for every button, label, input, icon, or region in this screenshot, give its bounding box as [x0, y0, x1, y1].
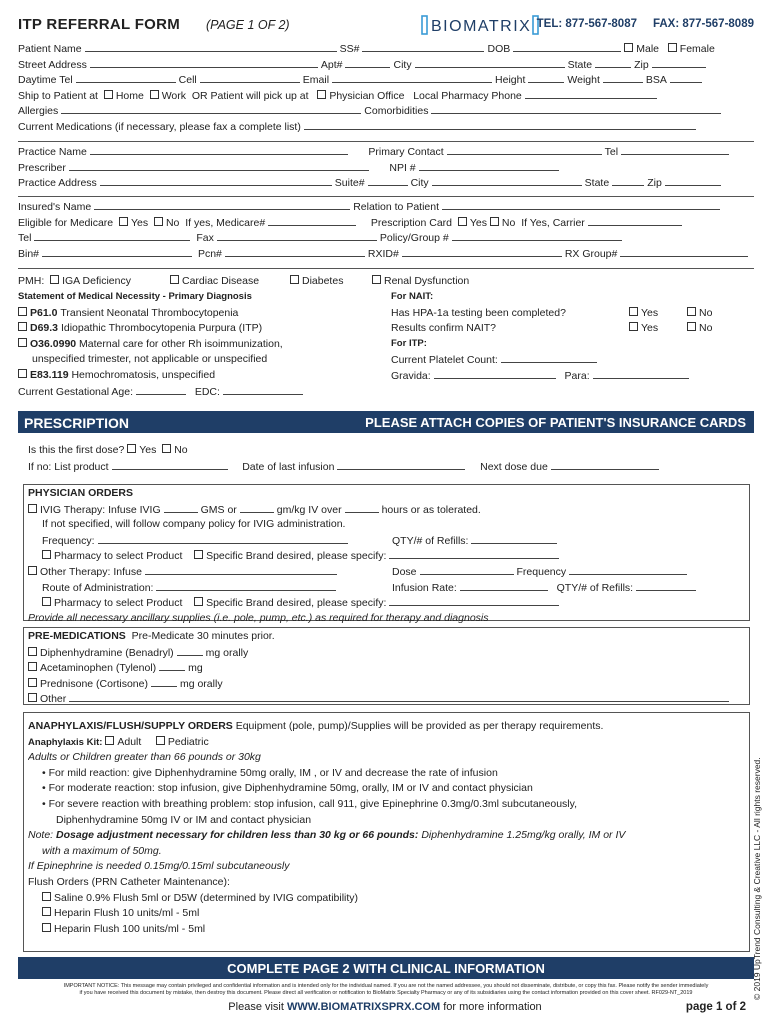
dx2-code: D69.3 — [30, 322, 59, 335]
gravida-field[interactable] — [434, 369, 556, 379]
heparin-10-checkbox[interactable] — [42, 907, 51, 916]
infusion-rate-field[interactable] — [460, 581, 548, 591]
first-dose-section — [28, 444, 750, 475]
notice-line-1: IMPORTANT NOTICE: This message may contain privileged and confidential information and is intended only for the individual named. If you are not the named addressee, you should not disseminate, distribute, or copy this fax. Please notify the sender immediately — [63, 983, 709, 989]
dx4-code: E83.119 — [30, 368, 69, 381]
label-gestational-age: Current Gestational Age: — [18, 385, 133, 398]
label-rxid: RXID# — [367, 247, 399, 260]
dx4-desc: Hemochromatosis, unspecified — [71, 368, 216, 381]
label-weight: Weight — [567, 74, 600, 87]
label-city: City — [393, 58, 412, 71]
rx-card-no-checkbox[interactable] — [490, 217, 499, 226]
prescription-title: PRESCRIPTION — [24, 415, 130, 431]
biomatrix-logo — [421, 14, 539, 36]
note-text: Diphenhydramine 1.25mg/kg orally, IM or IV — [421, 829, 626, 842]
label-carrier: If Yes, Carrier — [521, 216, 585, 229]
dob-field[interactable] — [513, 42, 621, 52]
label-pharmacy-select: Pharmacy to select Product — [54, 550, 183, 563]
other-premed-checkbox[interactable] — [28, 693, 37, 702]
label-note: Note: — [28, 829, 54, 842]
label-policy-group: Policy/Group # — [379, 232, 449, 245]
cardiac-checkbox[interactable] — [170, 275, 179, 284]
brand-2-field[interactable] — [389, 596, 559, 606]
ivig-checkbox[interactable] — [28, 504, 37, 513]
qty-refills-field[interactable] — [471, 534, 557, 544]
work-checkbox[interactable] — [150, 90, 159, 99]
nait-no-checkbox[interactable] — [687, 322, 696, 331]
zip-field[interactable] — [652, 58, 706, 68]
brand-2-checkbox[interactable] — [194, 597, 203, 606]
dx3-desc-cont: unspecified trimester, not applicable or unspecified — [32, 353, 268, 366]
allergies-field[interactable] — [61, 104, 361, 114]
daytime-tel-field[interactable] — [76, 73, 176, 83]
patient-name-field[interactable] — [85, 42, 337, 52]
label-practice-city: City — [410, 177, 429, 190]
visit-post: for more information — [443, 1001, 542, 1013]
relation-field[interactable] — [442, 200, 720, 210]
rx-card-yes-checkbox[interactable] — [458, 217, 467, 226]
label-eligible-medicare: Eligible for Medicare — [18, 216, 114, 229]
label-physician-office: Physician Office — [329, 89, 405, 102]
label-patient-name: Patient Name — [18, 43, 82, 55]
severe-reaction-text: For severe reaction with breathing problem: stop infusion, call 911, give Epinephrine 0.3mg/0.3ml subcutaneously, — [48, 797, 577, 810]
dx3-checkbox[interactable] — [18, 338, 27, 347]
label-acetaminophen: Acetaminophen (Tylenol) — [40, 662, 157, 675]
ss-field[interactable] — [362, 42, 484, 52]
logo-text: BIOMATRIX — [431, 18, 532, 35]
insurance-cards-note: PLEASE ATTACH COPIES OF PATIENT'S INSURANCE CARDS — [365, 415, 746, 430]
frequency-field[interactable] — [98, 534, 348, 544]
visit-pre: Please visit — [228, 1001, 284, 1013]
npi-field[interactable] — [419, 161, 559, 171]
city-field[interactable] — [415, 58, 565, 68]
label-platelet-count: Current Platelet Count: — [391, 354, 498, 367]
ivig-gms-field[interactable] — [164, 503, 198, 513]
prescriber-field[interactable] — [69, 161, 369, 171]
state-field[interactable] — [595, 58, 631, 68]
bsa-field[interactable] — [670, 73, 702, 83]
primary-contact-field[interactable] — [447, 145, 602, 155]
note-text-cont: with a maximum of 50mg. — [42, 844, 162, 857]
page-number: page 1 of 2 — [685, 1001, 746, 1013]
complete-page2-text: COMPLETE PAGE 2 WITH CLINICAL INFORMATION — [227, 961, 545, 976]
other-frequency-field[interactable] — [569, 565, 687, 575]
pharmacy-select-2-checkbox[interactable] — [42, 597, 51, 606]
label-diabetes: Diabetes — [302, 275, 344, 287]
suite-field[interactable] — [368, 176, 408, 186]
label-mg-orally: mg orally — [179, 677, 223, 690]
premedications-desc: Pre-Medicate 30 minutes prior. — [131, 630, 275, 642]
header-contact — [537, 18, 754, 30]
apt-field[interactable] — [345, 58, 390, 68]
label-height: Height — [495, 74, 526, 87]
label-iga: IGA Deficiency — [62, 275, 131, 287]
gestational-age-field[interactable] — [136, 385, 186, 395]
rx-group-field[interactable] — [620, 247, 748, 257]
divider — [18, 141, 754, 142]
label-bsa: BSA — [645, 74, 667, 87]
first-dose-yes-checkbox[interactable] — [127, 444, 136, 453]
label-practice-name: Practice Name — [18, 146, 87, 158]
rxid-field[interactable] — [402, 247, 562, 257]
nait-yes-checkbox[interactable] — [629, 322, 638, 331]
label-no: No — [501, 216, 516, 229]
prednisone-checkbox[interactable] — [28, 678, 37, 687]
label-no: No — [174, 444, 188, 456]
header-fax: FAX: 877-567-8089 — [652, 18, 754, 30]
label-cell: Cell — [178, 74, 197, 87]
label-brand-2: Specific Brand desired, please specify: — [206, 597, 387, 610]
footer-visit — [0, 1001, 770, 1013]
label-anaphylaxis-kit: Anaphylaxis Kit: — [28, 736, 103, 748]
label-female: Female — [679, 43, 715, 55]
insurance-fax-field[interactable] — [217, 231, 377, 241]
itp-title: For ITP: — [391, 337, 427, 349]
local-pharmacy-field[interactable] — [525, 89, 657, 99]
label-dose: Dose — [392, 565, 417, 578]
prednisone-field[interactable] — [151, 677, 177, 687]
dose-field[interactable] — [420, 565, 514, 575]
label-pick-up: OR Patient will pick up at — [191, 89, 309, 102]
medical-necessity-title: Statement of Medical Necessity - Primary Diagnosis — [18, 291, 252, 302]
dx4-checkbox[interactable] — [18, 369, 27, 378]
notice-line-2: if you have received this document by mistake, then destroy this document. Please direct all verification or notification to BioMatrix Specialty Pharmacy or any of its subsidiaries using the contact information provided on this cover sheet. RF029-NT_2019 — [79, 990, 693, 996]
premedications-section — [28, 630, 746, 708]
dx3-code: O36.0990 — [30, 337, 77, 350]
divider — [18, 196, 754, 197]
street-field[interactable] — [90, 58, 318, 68]
anaphylaxis-desc: Equipment (pole, pump)/Supplies will be provided as per therapy requirements. — [235, 720, 604, 732]
pmh-section — [18, 275, 754, 401]
renal-checkbox[interactable] — [372, 275, 381, 284]
ivig-gmkg-field[interactable] — [240, 503, 274, 513]
label-mg-orally: mg orally — [205, 646, 249, 659]
label-confirm-nait: Results confirm NAIT? — [391, 322, 497, 335]
dx2-desc: Idiopathic Thrombocytopenia Purpura (ITP) — [60, 322, 263, 335]
label-edc: EDC: — [194, 385, 220, 398]
label-yes: Yes — [641, 322, 659, 335]
last-infusion-field[interactable] — [337, 460, 465, 470]
insurance-tel-field[interactable] — [34, 231, 190, 241]
mild-reaction-text: For mild reaction: give Diphenhydramine 50mg orally, IM , or IV and decrease the rate of infusion — [48, 766, 498, 779]
label-other-premed: Other — [40, 693, 67, 706]
label-ivig-therapy: IVIG Therapy: Infuse IVIG — [40, 503, 161, 516]
para-field[interactable] — [593, 369, 689, 379]
label-npi: NPI # — [389, 161, 416, 174]
nait-title: For NAIT: — [391, 291, 434, 302]
email-field[interactable] — [332, 73, 492, 83]
cell-field[interactable] — [200, 73, 300, 83]
practice-state-field[interactable] — [612, 176, 644, 186]
label-mg: mg — [188, 662, 203, 675]
label-home: Home — [115, 89, 144, 102]
label-daytime-tel: Daytime Tel — [18, 74, 73, 87]
bin-field[interactable] — [42, 247, 192, 257]
label-apt: Apt# — [320, 58, 343, 71]
acetaminophen-checkbox[interactable] — [28, 662, 37, 671]
home-checkbox[interactable] — [104, 90, 113, 99]
practice-name-field[interactable] — [90, 145, 348, 155]
dx1-checkbox[interactable] — [18, 307, 27, 316]
severe-reaction-text-cont: Diphenhydramine 50mg IV or IM and contact physician — [56, 813, 312, 826]
moderate-reaction-text: For moderate reaction: stop infusion, give Diphenhydramine 50mg, orally, IM or IV and contact physician — [48, 782, 533, 795]
label-insured-name: Insured's Name — [18, 201, 92, 213]
label-pediatric: Pediatric — [167, 735, 209, 748]
carrier-field[interactable] — [588, 216, 682, 226]
label-other-therapy: Other Therapy: Infuse — [40, 565, 142, 578]
label-practice-tel: Tel — [604, 146, 619, 158]
label-local-pharmacy: Local Pharmacy Phone — [413, 89, 522, 102]
label-diphenhydramine: Diphenhydramine (Benadryl) — [40, 646, 174, 659]
label-insurance-tel: Tel — [18, 232, 32, 245]
label-qty-refills: QTY/# of Refills: — [392, 534, 469, 547]
label-heparin-100: Heparin Flush 100 units/ml - 5ml — [54, 922, 206, 935]
medicare-number-field[interactable] — [268, 216, 356, 226]
epinephrine-note: If Epinephrine is needed 0.15mg/0.15ml subcutaneously — [28, 860, 290, 873]
label-male: Male — [636, 43, 660, 55]
label-practice-state: State — [584, 177, 610, 190]
medicare-no-checkbox[interactable] — [154, 217, 163, 226]
physician-office-checkbox[interactable] — [317, 90, 326, 99]
label-saline: Saline 0.9% Flush 5ml or D5W (determined by IVIG compatibility) — [54, 891, 359, 904]
label-pmh: PMH: — [18, 275, 45, 287]
label-last-infusion: Date of last infusion — [242, 460, 335, 473]
prescription-bar — [18, 411, 754, 433]
acetaminophen-field[interactable] — [159, 661, 185, 671]
practice-city-field[interactable] — [432, 176, 582, 186]
label-ship-to: Ship to Patient at — [18, 89, 98, 102]
label-prescriber: Prescriber — [18, 161, 66, 174]
insured-name-field[interactable] — [94, 200, 350, 210]
label-heparin-10: Heparin Flush 10 units/ml - 5ml — [54, 907, 200, 920]
ivig-hours-field[interactable] — [345, 503, 379, 513]
edc-field[interactable] — [223, 385, 303, 395]
label-other-frequency: Frequency — [516, 565, 567, 578]
label-pharmacy-select-2: Pharmacy to select Product — [54, 597, 183, 610]
policy-group-field[interactable] — [452, 231, 622, 241]
brand-field[interactable] — [389, 549, 559, 559]
female-checkbox[interactable] — [668, 43, 677, 52]
physician-orders-section — [28, 487, 746, 627]
label-no: No — [165, 216, 180, 229]
hpa-no-checkbox[interactable] — [687, 307, 696, 316]
pharmacy-select-checkbox[interactable] — [42, 550, 51, 559]
qty-refills-2-field[interactable] — [636, 581, 696, 591]
label-zip: Zip — [634, 58, 649, 71]
other-therapy-field[interactable] — [145, 565, 337, 575]
label-hours: hours or as tolerated. — [381, 503, 481, 516]
height-field[interactable] — [528, 73, 564, 83]
practice-tel-field[interactable] — [621, 145, 729, 155]
premedications-title: PRE-MEDICATIONS — [28, 630, 126, 642]
label-next-dose: Next dose due — [480, 460, 548, 473]
note-bold: Dosage adjustment necessary for children less than 30 kg or 66 pounds: — [56, 829, 419, 842]
practice-section — [18, 145, 754, 192]
label-rx-group: RX Group# — [564, 247, 618, 260]
saline-checkbox[interactable] — [42, 892, 51, 901]
list-product-field[interactable] — [112, 460, 228, 470]
other-premed-field[interactable] — [69, 692, 729, 702]
insurance-section — [18, 200, 754, 262]
physician-orders-title: PHYSICIAN ORDERS — [28, 487, 134, 499]
label-state: State — [567, 58, 593, 71]
diabetes-checkbox[interactable] — [290, 275, 299, 284]
label-first-dose: Is this the first dose? — [28, 444, 125, 456]
medicare-yes-checkbox[interactable] — [119, 217, 128, 226]
label-brand: Specific Brand desired, please specify: — [206, 550, 387, 563]
header-tel: TEL: 877-567-8087 — [536, 18, 637, 30]
kit-pediatric-checkbox[interactable] — [156, 736, 165, 745]
label-comorbidities: Comorbidities — [364, 105, 429, 118]
label-allergies: Allergies — [18, 105, 59, 118]
anaphylaxis-title: ANAPHYLAXIS/FLUSH/SUPPLY ORDERS — [28, 720, 233, 732]
heparin-100-checkbox[interactable] — [42, 923, 51, 932]
label-gravida: Gravida: — [391, 369, 431, 382]
label-street: Street Address — [18, 58, 87, 71]
form-header — [18, 14, 754, 38]
label-prednisone: Prednisone (Cortisone) — [40, 677, 148, 690]
label-para: Para: — [564, 369, 590, 382]
label-no: No — [699, 306, 713, 319]
flush-orders-title: Flush Orders (PRN Catheter Maintenance): — [28, 875, 230, 888]
adults-heading: Adults or Children greater than 66 pounds or 30kg — [28, 751, 261, 764]
practice-zip-field[interactable] — [665, 176, 721, 186]
label-yes: Yes — [641, 306, 659, 319]
label-yes: Yes — [139, 444, 157, 456]
diphenhydramine-checkbox[interactable] — [28, 647, 37, 656]
label-cardiac: Cardiac Disease — [182, 275, 260, 287]
page-indicator: (PAGE 1 OF 2) — [206, 18, 290, 32]
website-link[interactable]: WWW.BIOMATRIXSPRX.COM — [287, 1001, 441, 1013]
male-checkbox[interactable] — [624, 43, 633, 52]
label-list-product: If no: List product — [28, 460, 109, 473]
label-practice-address: Practice Address — [18, 177, 97, 190]
dx1-desc: Transient Neonatal Thrombocytopenia — [60, 306, 239, 319]
ivig-policy-note: If not specified, will follow company policy for IVIG administration. — [42, 518, 346, 531]
copyright-text: © 2019 UpTrend Consulting & Creative LLC - All rights reserved. — [752, 757, 762, 1000]
dx3-desc: Maternal care for other Rh isoimmunization, — [79, 337, 283, 350]
label-ss: SS# — [339, 43, 360, 55]
label-practice-zip: Zip — [647, 177, 662, 190]
diphenhydramine-field[interactable] — [177, 646, 203, 656]
kit-adult-checkbox[interactable] — [105, 736, 114, 745]
form-title: ITP REFERRAL FORM — [18, 16, 181, 33]
patient-section — [18, 42, 754, 136]
label-dob: DOB — [487, 43, 511, 55]
label-current-medications: Current Medications (if necessary, please fax a complete list) — [18, 120, 301, 133]
current-medications-field[interactable] — [304, 120, 696, 130]
pcn-field[interactable] — [225, 247, 365, 257]
label-adult: Adult — [117, 735, 142, 748]
route-field[interactable] — [156, 581, 336, 591]
label-route: Route of Administration: — [42, 581, 154, 594]
label-yes: Yes — [130, 216, 149, 229]
label-suite: Suite# — [334, 177, 365, 190]
label-gmkg: gm/kg IV over — [276, 503, 342, 516]
label-relation: Relation to Patient — [353, 201, 440, 213]
anaphylaxis-section: ANAPHYLAXIS/FLUSH/SUPPLY ORDERS Equipment (pole, pump)/Supplies will be provided as per therapy requirements. Anaphylaxis Kit: Adult Pediatric Adults or Children greater than 66 pounds or 30kg • For mild reaction: give Diphenhydramine 50mg orally, IM , or IV and decrease the rate of infusion • For moderate reaction: stop infusion, give Diphenhydramine 50mg, orally, IM or IV and contact physician • For severe reaction with breathing problem: stop infusion, call 911, give Epinephrine 0.3mg/0.3ml subcutaneously, Diphenhydramine 50mg IV or IM and contact physician Note: Dosage adjustment necessary for children less than 30 kg or 66 pounds: Diphenhydramine 1.25mg/kg orally, IM or IV with a maximum of 50mg. If Epinephrine is needed 0.15mg/0.15ml subcutaneously Flush Orders (PRN Catheter Maintenance): Saline 0.9% Flush 5ml or D5W (determined by IVIG compatibility) Heparin Flush 10 units/ml - 5ml Heparin Flush 100 units/ml - 5ml — [28, 720, 746, 938]
hpa-yes-checkbox[interactable] — [629, 307, 638, 316]
platelet-count-field[interactable] — [501, 353, 597, 363]
label-pcn: Pcn# — [197, 247, 222, 260]
other-therapy-checkbox[interactable] — [28, 566, 37, 575]
dx2-checkbox[interactable] — [18, 322, 27, 331]
next-dose-field[interactable] — [551, 460, 659, 470]
label-hpa: Has HPA-1a testing been completed? — [391, 306, 566, 319]
comorbidities-field[interactable] — [431, 104, 721, 114]
iga-checkbox[interactable] — [50, 275, 59, 284]
weight-field[interactable] — [603, 73, 643, 83]
first-dose-no-checkbox[interactable] — [162, 444, 171, 453]
label-renal: Renal Dysfunction — [384, 275, 470, 287]
label-infusion-rate: Infusion Rate: — [392, 581, 457, 594]
label-insurance-fax: Fax — [196, 232, 214, 245]
label-bin: Bin# — [18, 247, 40, 260]
label-primary-contact: Primary Contact — [368, 146, 444, 158]
ancillary-supplies-note: Provide all necessary ancillary supplies (i.e. pole, pump, etc.) as required for therapy and diagnosis — [28, 611, 489, 624]
label-work: Work — [161, 89, 186, 102]
label-qty-refills-2: QTY/# of Refills: — [556, 581, 634, 594]
dx1-code: P61.0 — [30, 306, 58, 319]
label-medicare-number: If yes, Medicare# — [185, 216, 266, 229]
brand-checkbox[interactable] — [194, 550, 203, 559]
label-no: No — [699, 322, 713, 335]
practice-address-field[interactable] — [100, 176, 332, 186]
complete-page2-bar — [18, 957, 754, 979]
label-gms: GMS or — [200, 503, 237, 516]
label-rx-card: Prescription Card — [370, 216, 452, 229]
label-yes: Yes — [469, 216, 487, 229]
divider — [18, 268, 754, 269]
confidentiality-notice — [18, 983, 754, 997]
label-frequency: Frequency: — [42, 534, 95, 547]
label-email: Email — [302, 74, 330, 87]
